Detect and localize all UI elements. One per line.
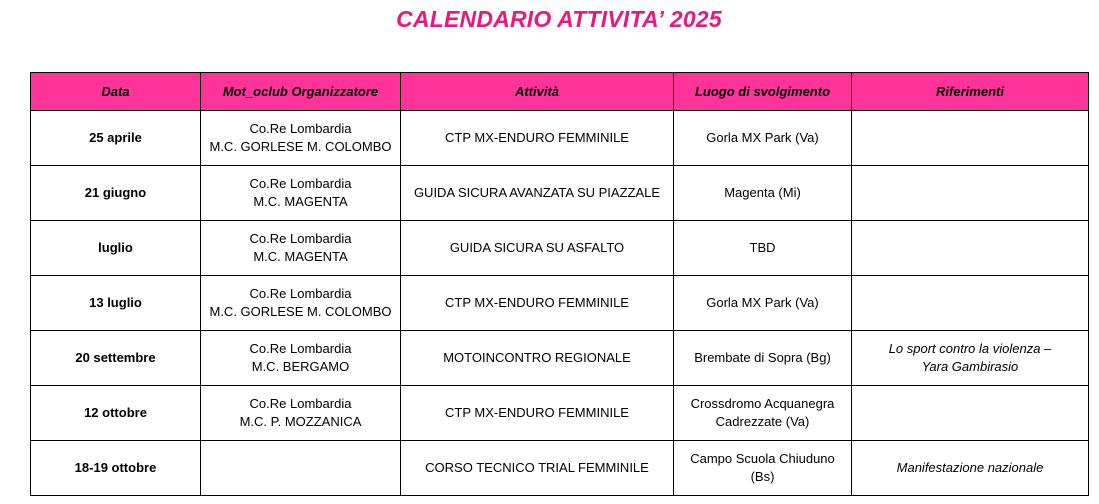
- cell-date: luglio: [31, 221, 201, 276]
- cell-date: 20 settembre: [31, 331, 201, 386]
- cell-organizer: [201, 111, 401, 166]
- cell-activity: CORSO TECNICO TRIAL FEMMINILE: [401, 441, 674, 496]
- cell-references: [852, 111, 1089, 166]
- cell-references: [852, 166, 1089, 221]
- cell-activity: CTP MX-ENDURO FEMMINILE: [401, 386, 674, 441]
- cell-references: [852, 386, 1089, 441]
- cell-activity: CTP MX-ENDURO FEMMINILE: [401, 111, 674, 166]
- cell-location-line: Gorla MX Park (Va): [706, 130, 819, 145]
- table-row: [31, 166, 1089, 221]
- cell-date: 12 ottobre: [31, 386, 201, 441]
- cell-organizer-line: M.C. P. MOZZANICA: [239, 414, 362, 429]
- header-activity: Attività: [401, 73, 674, 111]
- cell-location-line: Campo Scuola Chiuduno: [690, 451, 835, 466]
- cell-location-line: Brembate di Sopra (Bg): [694, 350, 831, 365]
- cell-location: [674, 221, 852, 276]
- table-row: [31, 441, 1089, 496]
- cell-organizer-line: M.C. MAGENTA: [253, 194, 348, 209]
- table-row: [31, 221, 1089, 276]
- cell-date: 25 aprile: [31, 111, 201, 166]
- cell-organizer: [201, 276, 401, 331]
- cell-organizer: [201, 441, 401, 496]
- cell-organizer-line: M.C. MAGENTA: [253, 249, 348, 264]
- cell-activity: GUIDA SICURA SU ASFALTO: [401, 221, 674, 276]
- header-location: Luogo di svolgimento: [674, 73, 852, 111]
- page-title: CALENDARIO ATTIVITA’ 2025: [396, 6, 722, 32]
- cell-location: [674, 111, 852, 166]
- cell-references: [852, 441, 1089, 496]
- cell-date: 13 luglio: [31, 276, 201, 331]
- cell-references: [852, 276, 1089, 331]
- cell-activity: MOTOINCONTRO REGIONALE: [401, 331, 674, 386]
- header-date: Data: [31, 73, 201, 111]
- cell-references: [852, 331, 1089, 386]
- cell-references-line: Lo sport contro la violenza –: [888, 341, 1052, 356]
- cell-organizer-line: Co.Re Lombardia: [249, 176, 352, 191]
- cell-location-line: Crossdromo Acquanegra: [690, 396, 835, 411]
- calendar-table: [30, 72, 1089, 496]
- cell-location: [674, 166, 852, 221]
- cell-organizer: [201, 166, 401, 221]
- cell-organizer: [201, 221, 401, 276]
- table-row: [31, 331, 1089, 386]
- cell-references-line: Manifestazione nazionale: [896, 460, 1044, 475]
- cell-location: [674, 276, 852, 331]
- cell-date: 21 giugno: [31, 166, 201, 221]
- header-references: Riferimenti: [852, 73, 1089, 111]
- cell-organizer: [201, 386, 401, 441]
- table-row: [31, 276, 1089, 331]
- cell-organizer-line: Co.Re Lombardia: [249, 396, 352, 411]
- cell-activity: CTP MX-ENDURO FEMMINILE: [401, 276, 674, 331]
- cell-references: [852, 221, 1089, 276]
- table-row: [31, 111, 1089, 166]
- cell-organizer-line: M.C. GORLESE M. COLOMBO: [209, 139, 392, 154]
- cell-organizer-line: Co.Re Lombardia: [249, 341, 352, 356]
- cell-date: 18-19 ottobre: [31, 441, 201, 496]
- cell-organizer-line: M.C. BERGAMO: [251, 359, 350, 374]
- table-row: [31, 386, 1089, 441]
- cell-location-line: (Bs): [750, 469, 775, 484]
- cell-activity: GUIDA SICURA AVANZATA SU PIAZZALE: [401, 166, 674, 221]
- cell-location-line: TBD: [749, 240, 776, 255]
- cell-organizer-line: Co.Re Lombardia: [249, 231, 352, 246]
- cell-organizer-line: Co.Re Lombardia: [249, 121, 352, 136]
- cell-location: [674, 441, 852, 496]
- header-organizer: Mot_oclub Organizzatore: [201, 73, 401, 111]
- cell-location-line: Cadrezzate (Va): [715, 414, 810, 429]
- cell-location: [674, 386, 852, 441]
- cell-location: [674, 331, 852, 386]
- cell-location-line: Gorla MX Park (Va): [706, 295, 819, 310]
- header-row: [31, 73, 1089, 111]
- cell-organizer-line: Co.Re Lombardia: [249, 286, 352, 301]
- cell-location-line: Magenta (Mi): [724, 185, 801, 200]
- cell-organizer-line: M.C. GORLESE M. COLOMBO: [209, 304, 392, 319]
- calendar-body: [31, 111, 1089, 496]
- cell-references-line: Yara Gambirasio: [921, 359, 1019, 374]
- cell-organizer: [201, 331, 401, 386]
